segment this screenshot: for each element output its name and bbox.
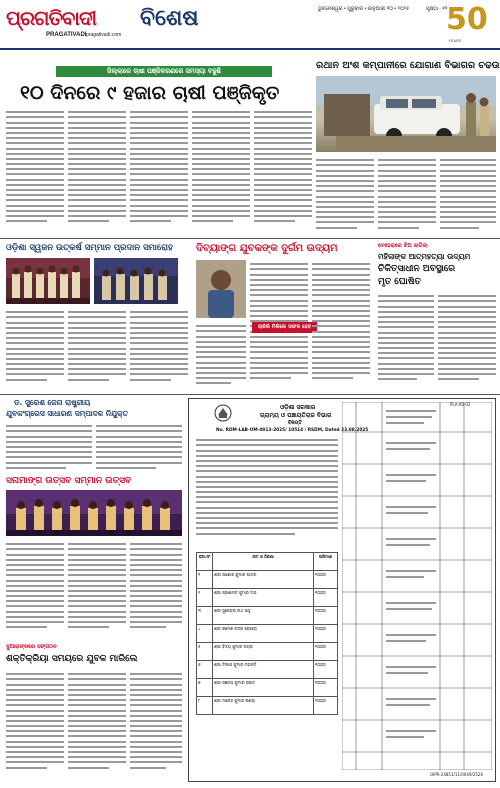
festival-headline: ସନାମାଙ୍ଗ ଉତ୍ସବ ସମ୍ମାନ ଉତ୍ସବ <box>6 476 132 486</box>
woman-kicker: ବେହେରାରେ ଝିଅ ଲାଗିଲା <box>378 243 428 249</box>
woman-headline-1: ମହିଳାଙ୍କ ଆତ୍ମହତ୍ୟା ଉଦ୍ୟମ <box>378 252 471 261</box>
festival-stage-image <box>6 490 182 536</box>
youth-congress-headline-1: ଡ. ସୁରେଶ ଜେନା ରାଷ୍ଟ୍ରୀୟ <box>14 398 91 407</box>
honours-col-1 <box>6 308 64 390</box>
website: pragativadi.com <box>86 32 122 38</box>
honours-col-2 <box>68 308 126 390</box>
farmers-col-3 <box>130 108 188 234</box>
tender-table-header <box>197 553 338 571</box>
table-row: ୮ ଶ୍ରୀ ମନୋଜ କୁମାର ପଣ୍ଡା ୧୦୦୦ <box>197 697 338 715</box>
rally-col-2 <box>68 670 126 782</box>
honours-photo-2 <box>94 258 178 304</box>
logo-text: ପ୍ରଗତିବାଦୀ <box>6 6 97 30</box>
anniversary-number: 50 <box>446 2 488 37</box>
table-row: ୩ ଶ୍ରୀ ସୁରେନ୍ଦ୍ର ନାଥ ସାହୁ ୧୦୦୦ <box>197 607 338 625</box>
tender-title-1: ଓଡ଼ିଶା ସରକାର <box>280 404 316 411</box>
divyang-headline: ଦିବ୍ୟାଙ୍ଗ ଯୁବକଙ୍କ ଦୁର୍ଗମ ଉଦ୍ୟମ <box>196 243 338 254</box>
farmers-headline: ୧୦ ଦିନରେ ୯ ହଜାର ଚାଷୀ ପଞ୍ଜିକୃତ <box>20 82 280 104</box>
vehicle-raid-image <box>316 76 496 152</box>
divyang-subhead: ଚାକିରି ମିଳିଲେ ସଫଳ ହେବ <box>252 322 317 333</box>
ration-col-3 <box>440 156 496 234</box>
table-row: ୫ ଶ୍ରୀ ବିଜୟ କୁମାର ନାୟକ ୧୦୦୦ <box>197 643 338 661</box>
award-stage-image <box>6 258 90 304</box>
tender-intro-text <box>196 436 338 548</box>
ration-col-1 <box>316 156 374 234</box>
rally-headline: ଶକ୍ତିକ୍ରିୟା ସମୟରେ ଯୁବକ ମାରିଲେ <box>6 654 138 664</box>
festival-col-3 <box>130 540 182 640</box>
tender-table-right <box>342 402 492 770</box>
page-number: ପୃଷ୍ଠା - ୧୨ <box>426 6 448 12</box>
ration-headline: ରଥାନ ଅଂଶ କମ୍ପାନୀରେ ଯୋଗାଣ ବିଭାଗର ଚଢଉ <box>316 60 500 71</box>
divider-1 <box>0 238 500 239</box>
table-row: ୨ ଶ୍ରୀ ପ୍ରଶାନ୍ତ କୁମାର ଦାସ ୧୦୦୦ <box>197 589 338 607</box>
woman-headline-2: ଚିକିତ୍ସାଧୀନ ଅବସ୍ଥାରେ <box>378 264 456 274</box>
rally-kicker: ଦୁଆରାଙ୍କରେ ସଙ୍ଗଠନ <box>6 644 57 650</box>
masthead-rule <box>0 48 500 50</box>
col-sl: କ୍ର.ନଂ <box>197 553 213 571</box>
anniversary-logo <box>444 2 496 46</box>
odisha-emblem-icon <box>214 404 232 422</box>
divider-2 <box>0 394 500 395</box>
festival-photo <box>6 490 182 536</box>
section-title: ବିଶେଷ <box>140 6 199 31</box>
table-row: ୪ ଶ୍ରୀ ରମେଶ ଚନ୍ଦ୍ର ବେହେରା ୧୦୦୦ <box>197 625 338 643</box>
divyang-col-0 <box>196 322 246 390</box>
tender-footer-code: OIPR-24851/11/0049/2526 <box>430 772 484 777</box>
honours-col-3 <box>130 308 188 390</box>
farmers-col-2 <box>68 108 126 234</box>
tender-title-2: ଗ୍ରାମ୍ୟ ଓ ପଞ୍ଚାୟତିରାଜ ବିଭାଗ <box>260 412 332 419</box>
tender-table-left <box>196 552 338 715</box>
youth-congress-headline-2: ଯୁବକଂଗ୍ରେସ ସାଧାରଣ ସମ୍ପାଦକ ନିଯୁକ୍ତ <box>6 409 128 418</box>
rally-col-1 <box>6 670 64 782</box>
youth-portrait-image <box>196 260 246 318</box>
farmers-col-4 <box>192 108 250 234</box>
tender-notice-number: No. RDM-LAB-OM-0013-2025/ 10514 / RSDM, Dated 23.08.2025 <box>216 428 369 433</box>
festival-col-2 <box>68 540 126 640</box>
dateline: ଭୁବନେଶ୍ୱର • ଗୁରୁବାର • ଜାନୁଆରୀ ୧୦ • ୨୦୨୫ <box>318 6 410 12</box>
anniversary-tag: YEARS <box>448 38 462 43</box>
newspaper-logo <box>6 6 122 42</box>
honours-photo-1 <box>6 258 90 304</box>
woman-col-2 <box>438 292 496 390</box>
rally-col-3 <box>130 670 182 782</box>
col-amount: ପରିମାଣ <box>314 553 338 571</box>
farmers-col-5 <box>254 108 312 234</box>
award-ceremony-image <box>94 258 178 304</box>
youth-congress-col-2 <box>96 422 182 472</box>
divyang-col-2 <box>312 260 370 390</box>
table-row: ୭ ଶ୍ରୀ ସଞ୍ଜୟ କୁମାର ରାଉତ ୧୦୦୦ <box>197 679 338 697</box>
farmers-kicker: ଜିଲ୍ଲାରେ ଚାଷୀ ପଞ୍ଜିକରଣରେ ସମସ୍ୟା ବଢୁଛି <box>56 66 272 77</box>
youth-congress-col-1 <box>6 422 92 472</box>
divyang-photo <box>196 260 246 318</box>
woman-headline-3: ମୃତ ଘୋଷିତ <box>378 277 421 287</box>
table-row: ୬ ଶ୍ରୀ ଦିଲୀପ କୁମାର ମହାନ୍ତି ୧୦୦୦ <box>197 661 338 679</box>
woman-col-1 <box>378 292 434 390</box>
ration-photo <box>316 76 496 152</box>
tender-title-3: ବିଜ୍ଞପ୍ତି <box>288 420 302 426</box>
tender-ref: PLA-X0-03 <box>450 402 471 407</box>
table-row: ୧ ଶ୍ରୀ ଅଶୋକ କୁମାର ପାତ୍ର ୧୦୦୦ <box>197 571 338 589</box>
ration-col-2 <box>378 156 436 234</box>
honours-headline: ଓଡ଼ିଶା ସ୍ୱଜନ ଉତ୍କର୍ଷ ସମ୍ମାନ ପ୍ରଦାନ ସମାରୋହ <box>6 243 173 253</box>
festival-col-1 <box>6 540 64 640</box>
logo-latin: PRAGATIVADI <box>46 32 87 38</box>
col-name: ନାମ ଓ ଠିକଣା <box>213 553 314 571</box>
farmers-col-1 <box>6 108 64 234</box>
